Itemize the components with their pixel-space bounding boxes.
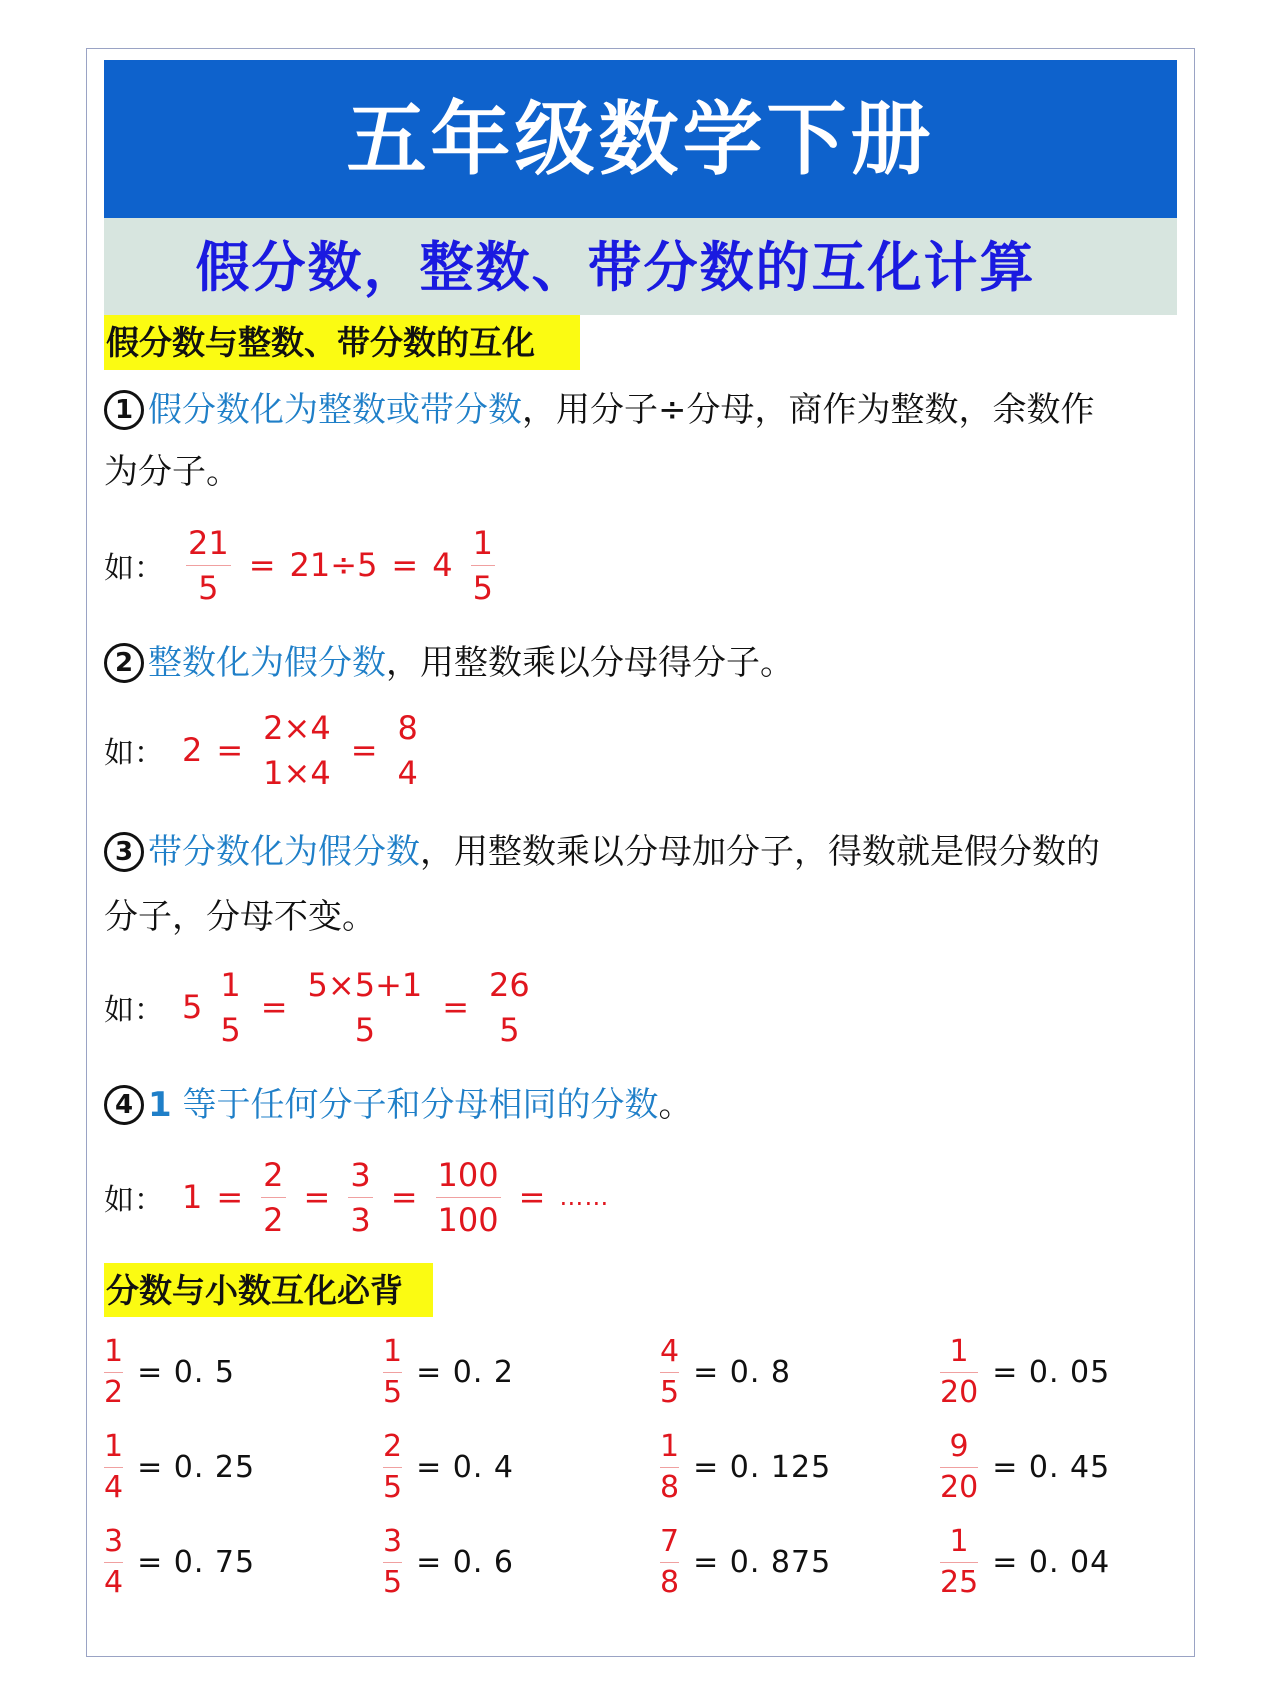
page-title: 五年级数学下册: [346, 92, 935, 186]
equals-sign: =: [390, 1178, 418, 1216]
circled-number-4-icon: 4: [104, 1085, 144, 1125]
denominator: 1×4: [263, 753, 331, 792]
rule-1: [104, 390, 1095, 430]
numerator: 1: [949, 1523, 969, 1559]
ellipsis: ……: [559, 1183, 610, 1211]
numerator: 3: [104, 1523, 124, 1559]
rule-1-text: ，用分子÷分母，商作为整数，余数作: [522, 390, 1095, 430]
numerator: 21: [188, 523, 229, 562]
denominator: 5: [499, 1010, 520, 1049]
fraction: [383, 1524, 402, 1601]
denominator: 25: [940, 1564, 979, 1600]
fraction-bar: [306, 1007, 425, 1008]
fraction: [660, 1429, 679, 1506]
fraction-decimal-item: [940, 1419, 1110, 1515]
section-heading-text: 分数与小数互化必背: [106, 1270, 403, 1310]
fraction-bar: [396, 750, 420, 751]
rule-3-continuation: [104, 897, 376, 937]
rule-4-highlight: 等于任何分子和分母相同的分数: [171, 1085, 659, 1125]
equals-sign: =: [518, 1178, 546, 1216]
rule-1-continuation: [104, 452, 240, 492]
fraction-decimal-item: [104, 1324, 235, 1420]
rule-2-text: ，用整数乘以分母得分子。: [386, 643, 794, 683]
decimal-value: = 0. 125: [693, 1449, 832, 1485]
whole-number: 2: [182, 731, 203, 769]
fraction: [383, 1334, 402, 1411]
fraction-bar: [487, 1007, 532, 1008]
section-heading-decimals: [104, 1263, 433, 1317]
fraction: [104, 1524, 123, 1601]
section-heading-text: 假分数与整数、带分数的互化: [106, 323, 535, 362]
numerator: 2×4: [263, 708, 331, 747]
fraction: [306, 965, 425, 1050]
rule-3-text: ，用整数乘以分母加分子，得数就是假分数的: [420, 832, 1100, 872]
denominator: 5: [198, 568, 219, 607]
fraction-bar: [383, 1562, 402, 1563]
numerator: 7: [660, 1523, 680, 1559]
denominator: 5: [220, 1010, 241, 1049]
fraction-bar: [660, 1467, 679, 1468]
fraction: [396, 708, 420, 793]
fraction-decimal-item: [660, 1514, 831, 1610]
decimal-value: = 0. 875: [693, 1544, 832, 1580]
denominator: 2: [263, 1200, 284, 1239]
numerator: 1: [104, 1428, 124, 1464]
example-4: [104, 1147, 609, 1247]
denominator: 8: [660, 1564, 680, 1600]
section-heading-conversion: [104, 315, 580, 370]
fraction: [104, 1429, 123, 1506]
whole-number: 4: [432, 546, 453, 584]
numerator: 100: [437, 1155, 499, 1194]
rule-4-highlight-number: 1: [148, 1085, 172, 1125]
example-label: 如：: [104, 993, 164, 1028]
fraction-bar: [940, 1467, 978, 1468]
fraction-bar: [660, 1562, 679, 1563]
numerator: 2: [383, 1428, 403, 1464]
example-label: 如：: [104, 736, 164, 771]
fraction-decimal-item: [104, 1419, 255, 1515]
denominator: 20: [940, 1469, 979, 1505]
numerator: 3: [350, 1155, 371, 1194]
rule-3-highlight: 带分数化为假分数: [148, 832, 420, 872]
equals-sign: =: [216, 1178, 244, 1216]
fraction-decimal-item: [104, 1514, 255, 1610]
example-label: 如：: [104, 551, 164, 586]
example-2: [104, 700, 424, 800]
division-expression: 21÷5: [289, 546, 378, 584]
numerator: 3: [383, 1523, 403, 1559]
fraction-bar: [383, 1372, 402, 1373]
example-1: [104, 515, 499, 615]
fraction-bar: [471, 565, 495, 566]
decimal-value: = 0. 04: [992, 1544, 1111, 1580]
numerator: 1: [383, 1333, 403, 1369]
numerator: 1: [104, 1333, 124, 1369]
fraction: [940, 1429, 978, 1506]
decimal-value: = 0. 05: [992, 1354, 1111, 1390]
denominator: 20: [940, 1374, 979, 1410]
fraction-decimal-item: [660, 1419, 831, 1515]
whole-number: 1: [182, 1178, 203, 1216]
rule-4: [104, 1085, 692, 1125]
fraction: [261, 1155, 285, 1240]
decimal-value: = 0. 45: [992, 1449, 1111, 1485]
denominator: 4: [104, 1564, 124, 1600]
denominator: 2: [104, 1374, 124, 1410]
circled-number-1-icon: 1: [104, 390, 144, 430]
rule-2-highlight: 整数化为假分数: [148, 643, 386, 683]
numerator: 9: [949, 1428, 969, 1464]
fraction-decimal-item: [940, 1514, 1110, 1610]
circled-number-2-icon: 2: [104, 643, 144, 683]
numerator: 26: [489, 965, 530, 1004]
equals-sign: =: [350, 731, 378, 769]
rule-4-text: 。: [658, 1085, 693, 1125]
fraction: [487, 965, 532, 1050]
fraction-bar: [436, 1197, 501, 1198]
denominator: 4: [104, 1469, 124, 1505]
fraction: [104, 1334, 123, 1411]
denominator: 5: [383, 1374, 403, 1410]
rule-3-continuation-text: 分子，分母不变。: [104, 897, 376, 937]
numerator: 1: [220, 965, 241, 1004]
decimal-value: = 0. 8: [693, 1354, 792, 1390]
fraction: [660, 1334, 679, 1411]
fraction-bar: [104, 1372, 123, 1373]
numerator: 1: [949, 1333, 969, 1369]
numerator: 1: [472, 523, 493, 562]
equals-sign: =: [260, 988, 288, 1026]
fraction: [940, 1334, 978, 1411]
circled-number-3-icon: 3: [104, 832, 144, 872]
page-subtitle: 假分数，整数、带分数的互化计算: [195, 234, 1036, 299]
denominator: 4: [397, 753, 418, 792]
fraction-bar: [348, 1197, 372, 1198]
fraction-decimal-item: [383, 1324, 514, 1420]
numerator: 1: [660, 1428, 680, 1464]
subtitle-band: [104, 218, 1177, 315]
equals-sign: =: [248, 546, 276, 584]
fraction-bar: [940, 1562, 978, 1563]
decimal-value: = 0. 25: [137, 1449, 256, 1485]
denominator: 100: [437, 1200, 499, 1239]
fraction: [471, 523, 495, 608]
decimal-value: = 0. 6: [416, 1544, 515, 1580]
fraction: [261, 708, 333, 793]
example-3: [104, 957, 536, 1057]
equals-sign: =: [442, 988, 470, 1026]
equals-sign: =: [391, 546, 419, 584]
whole-number: 5: [182, 988, 203, 1026]
rule-1-highlight: 假分数化为整数或带分数: [148, 390, 522, 430]
fraction: [218, 965, 242, 1050]
rule-1-continuation-text: 为分子。: [104, 452, 240, 492]
denominator: 5: [383, 1469, 403, 1505]
denominator: 5: [660, 1374, 680, 1410]
fraction-bar: [261, 1197, 285, 1198]
fraction-bar: [186, 565, 231, 566]
fraction-bar: [660, 1372, 679, 1373]
fraction-decimal-item: [383, 1514, 514, 1610]
fraction-decimal-item: [940, 1324, 1110, 1420]
example-label: 如：: [104, 1183, 164, 1218]
fraction: [436, 1155, 501, 1240]
equals-sign: =: [303, 1178, 331, 1216]
numerator: 8: [397, 708, 418, 747]
fraction: [186, 523, 231, 608]
rule-2: [104, 643, 794, 683]
decimal-value: = 0. 75: [137, 1544, 256, 1580]
denominator: 5: [472, 568, 493, 607]
fraction: [348, 1155, 372, 1240]
fraction-bar: [261, 750, 333, 751]
fraction: [940, 1524, 978, 1601]
denominator: 5: [383, 1564, 403, 1600]
title-banner: [104, 60, 1177, 218]
fraction-bar: [104, 1467, 123, 1468]
fraction-bar: [940, 1372, 978, 1373]
denominator: 3: [350, 1200, 371, 1239]
fraction: [660, 1524, 679, 1601]
denominator: 8: [660, 1469, 680, 1505]
fraction-bar: [104, 1562, 123, 1563]
fraction-bar: [218, 1007, 242, 1008]
numerator: 4: [660, 1333, 680, 1369]
denominator: 5: [354, 1010, 376, 1049]
decimal-value: = 0. 5: [137, 1354, 236, 1390]
decimal-value: = 0. 4: [416, 1449, 515, 1485]
rule-3: [104, 832, 1100, 872]
equals-sign: =: [216, 731, 244, 769]
fraction: [383, 1429, 402, 1506]
numerator: 5×5+1: [307, 965, 423, 1004]
decimal-value: = 0. 2: [416, 1354, 515, 1390]
fraction-bar: [383, 1467, 402, 1468]
fraction-decimal-item: [383, 1419, 514, 1515]
fraction-decimal-item: [660, 1324, 791, 1420]
numerator: 2: [263, 1155, 284, 1194]
